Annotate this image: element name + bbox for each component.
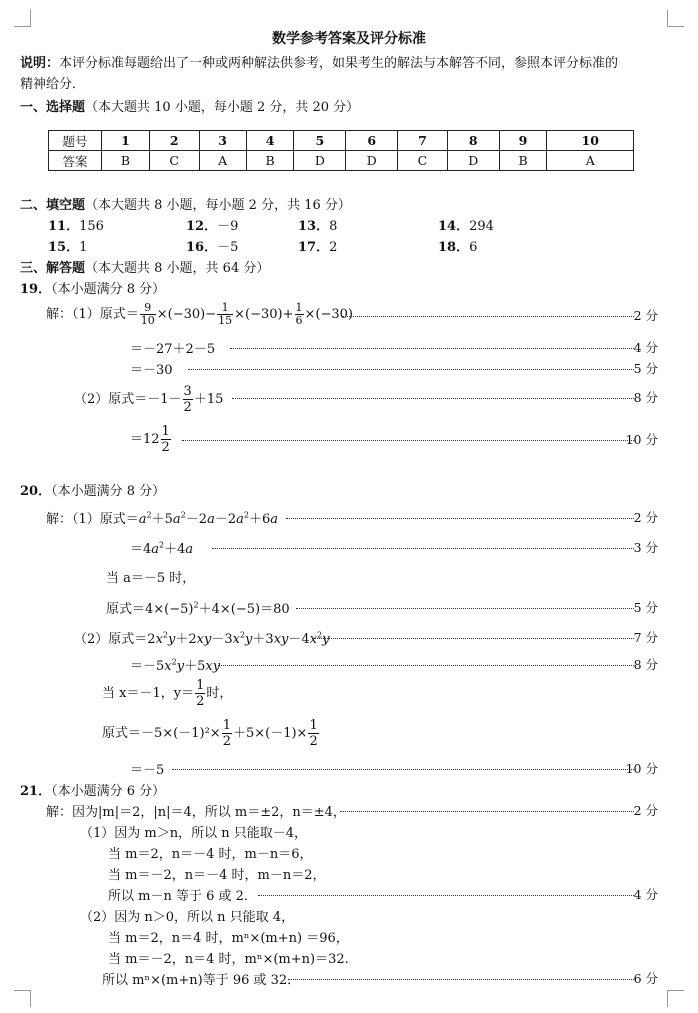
q21-line-7: 当 m＝2，n＝4 时，mⁿ×(m+n) ＝96， — [108, 931, 349, 946]
q20-heading — [20, 480, 165, 499]
table-cell: D — [346, 151, 398, 171]
table-cell: D — [447, 151, 499, 171]
dot-leader — [340, 811, 634, 812]
score-mark: 8 分 — [633, 390, 658, 405]
question-number: 12． — [186, 219, 218, 234]
table-cell: 9 — [499, 131, 547, 151]
section-desc: （本大题共 10 小题，每小题 2 分，共 20 分） — [85, 100, 360, 115]
q20-condition-xy — [102, 678, 232, 709]
question-number: 16． — [186, 240, 218, 255]
table-header-cell: 题号 — [49, 131, 102, 151]
dot-leader — [218, 665, 634, 666]
table-cell: 10 — [547, 131, 634, 151]
answer-value: 156 — [79, 219, 104, 234]
table-header-cell: 答案 — [49, 151, 102, 171]
fill-answer-15 — [48, 236, 87, 255]
q19-line-2: ＝－27＋2－5 — [130, 342, 216, 357]
question-number: 19． — [20, 282, 52, 297]
table-cell: C — [149, 151, 199, 171]
step-lead: 解：（1）原式＝ — [46, 512, 139, 527]
q21-line-6: （2）因为 n＞0，所以 n 只能取 4， — [80, 910, 295, 925]
table-cell: A — [199, 151, 246, 171]
dot-leader — [342, 316, 634, 317]
table-cell: D — [294, 151, 346, 171]
table-cell: 7 — [398, 131, 448, 151]
q21-line-4: 当 m＝－2，n＝－4 时，m－n＝2， — [108, 868, 326, 883]
step-tail: ＋15 — [193, 392, 224, 407]
fraction-1-15: $\frac{1}{15}$ — [218, 301, 233, 327]
score-mark: 3 分 — [633, 540, 658, 555]
q20-line-2: $=4a^2+4a$ — [130, 540, 194, 557]
q20-line-6 — [102, 718, 320, 749]
answer-value: 6 — [469, 240, 478, 255]
section-label: 一、选择题 — [20, 100, 86, 115]
fill-answer-16 — [186, 236, 238, 255]
q21-line-1: 解：因为|m|＝2，|n|＝4，所以 m＝±2，n＝±4， — [46, 805, 346, 820]
q21-line-3: 当 m＝2，n＝－4 时，m－n＝6， — [108, 847, 313, 862]
fill-answer-14 — [438, 215, 494, 234]
fill-answer-18 — [438, 236, 477, 255]
page-title: 数学参考答案及评分标准 — [272, 31, 426, 47]
dot-leader — [286, 518, 634, 519]
note-line-2: 精神给分． — [20, 77, 86, 92]
table-cell: 6 — [346, 131, 398, 151]
question-number: 18． — [438, 240, 470, 255]
condition-tail: 时， — [206, 686, 233, 701]
section-solve-heading — [20, 257, 269, 276]
dot-leader — [212, 548, 634, 549]
condition-text: 当 x＝－1，y＝ — [102, 686, 195, 701]
table-row-numbers — [49, 131, 634, 151]
q19-heading — [20, 278, 165, 297]
score-mark: 2 分 — [633, 510, 658, 525]
note-line-1 — [20, 52, 618, 71]
section-choice-heading — [20, 96, 359, 115]
score-mark: 5 分 — [633, 600, 658, 615]
dot-leader — [296, 608, 634, 609]
answer-value: 294 — [469, 219, 494, 234]
table-cell: 5 — [294, 131, 346, 151]
section-label: 三、解答题 — [20, 261, 86, 276]
answer-table — [48, 130, 634, 171]
fraction-1-2: $\frac{1}{2}$ — [222, 718, 231, 749]
section-desc: （本大题共 8 小题，每小题 2 分，共 16 分） — [85, 198, 351, 213]
table-cell: 1 — [102, 131, 150, 151]
question-number: 15． — [48, 240, 80, 255]
table-row-answers — [49, 151, 634, 171]
question-number: 17． — [298, 240, 330, 255]
question-number: 21． — [20, 784, 52, 799]
table-cell: 8 — [447, 131, 499, 151]
step-mid: ＋5×(－1)× — [232, 726, 308, 741]
step-lead: 原式＝－5×(－1)²× — [102, 726, 221, 741]
corner-mark-bottom-right — [667, 990, 684, 1007]
question-number: 14． — [438, 219, 470, 234]
fill-answer-17 — [298, 236, 337, 255]
answer-value: 1 — [79, 240, 88, 255]
fill-answer-11 — [48, 215, 104, 234]
score-mark: 2 分 — [633, 308, 658, 323]
dot-leader — [188, 369, 634, 370]
step-lead: （2）原式＝ — [74, 632, 148, 647]
table-cell: A — [547, 151, 634, 171]
q20-line-4: （2）原式$=2x^2y+2xy-3x^2y+3xy-4x^2y$ — [74, 630, 330, 647]
fill-answer-13 — [298, 215, 337, 234]
table-cell: B — [499, 151, 547, 171]
answer-value: 8 — [329, 219, 338, 234]
dot-leader — [230, 348, 634, 349]
step-lead: 解：（1）原式＝ — [46, 307, 139, 322]
q20-line-3: 原式$=4\times(-5)^2+4\times(-5)=80$ — [106, 600, 290, 617]
score-mark: 5 分 — [633, 361, 658, 376]
score-mark: 10 分 — [625, 761, 658, 776]
note-text: 本评分标准每题给出了一种或两种解法供参考，如果考生的解法与本解答不同，参照本评分标准的 — [59, 56, 619, 71]
step-lead: ＝12 — [130, 432, 160, 447]
table-cell: 2 — [149, 131, 199, 151]
dot-leader — [182, 440, 634, 441]
fraction-3-2: $\frac{3}{2}$ — [183, 384, 192, 415]
q20-line-5: $=-5x^2y+5xy$ — [130, 657, 221, 674]
section-fill-heading — [20, 194, 351, 213]
corner-mark-top-left — [14, 10, 31, 27]
score-mark: 10 分 — [625, 432, 658, 447]
corner-mark-top-right — [667, 10, 684, 27]
table-cell: C — [398, 151, 448, 171]
q21-heading — [20, 780, 165, 799]
q20-line-7: ＝－5 — [130, 763, 165, 778]
dot-leader — [288, 979, 634, 980]
fill-answer-12 — [186, 215, 238, 234]
section-label: 二、填空题 — [20, 198, 86, 213]
dot-leader — [172, 769, 634, 770]
q21-line-9: 所以 mⁿ×(m+n)等于 96 或 32． — [102, 973, 301, 988]
question-points: （本小题满分 8 分） — [51, 282, 166, 297]
score-mark: 4 分 — [633, 887, 658, 902]
q21-line-8: 当 m＝－2，n＝4 时，mⁿ×(m+n)＝32. — [108, 952, 349, 967]
corner-mark-bottom-left — [14, 990, 31, 1007]
question-points: （本小题满分 8 分） — [51, 484, 166, 499]
score-mark: 7 分 — [633, 630, 658, 645]
table-cell: B — [102, 151, 150, 171]
note-label: 说明： — [20, 56, 60, 71]
question-number: 20． — [20, 484, 52, 499]
table-cell: 4 — [246, 131, 294, 151]
q21-line-2: （1）因为 m＞n，所以 n 只能取－4， — [80, 826, 308, 841]
step-lead: （2）原式＝－1－ — [74, 392, 182, 407]
question-number: 11． — [48, 219, 80, 234]
answer-value: －5 — [217, 240, 239, 255]
fraction-1-2: $\frac{1}{2}$ — [309, 718, 318, 749]
table-cell: 3 — [199, 131, 246, 151]
q19-line-5 — [130, 424, 172, 455]
score-mark: 2 分 — [633, 803, 658, 818]
score-mark: 6 分 — [633, 971, 658, 986]
dot-leader — [258, 895, 634, 896]
question-points: （本小题满分 6 分） — [51, 784, 166, 799]
fraction-1-6: $\frac{1}{6}$ — [295, 301, 303, 327]
answer-value: －9 — [217, 219, 239, 234]
q20-line-1: 解：（1）原式$=a^2+5a^2-2a-2a^2+6a$ — [46, 510, 279, 527]
answer-value: 2 — [329, 240, 338, 255]
q19-line-4 — [74, 384, 223, 415]
q21-line-5: 所以 m－n 等于 6 或 2． — [108, 889, 257, 904]
question-number: 13． — [298, 219, 330, 234]
fraction-1-2: $\frac{1}{2}$ — [196, 678, 205, 709]
fraction-1-2: $\frac{1}{2}$ — [161, 424, 170, 455]
q19-line-1: 解：（1）原式＝ $\frac{9}{10}$ ×(−30)− $\frac{1}{15}$ ×(−30)+ $\frac{1}{6}$ ×(−30) — [46, 301, 354, 327]
step-lead: 原式＝ — [106, 602, 146, 617]
section-desc: （本大题共 8 小题，共 64 分） — [85, 261, 270, 276]
score-mark: 4 分 — [633, 340, 658, 355]
table-cell: B — [246, 151, 294, 171]
dot-leader — [314, 638, 634, 639]
score-mark: 8 分 — [633, 657, 658, 672]
dot-leader — [232, 398, 634, 399]
fraction-9-10: $\frac{9}{10}$ — [140, 301, 155, 327]
q19-line-3: ＝－30 — [130, 363, 173, 378]
q20-condition-a: 当 a＝－5 时， — [106, 571, 196, 586]
